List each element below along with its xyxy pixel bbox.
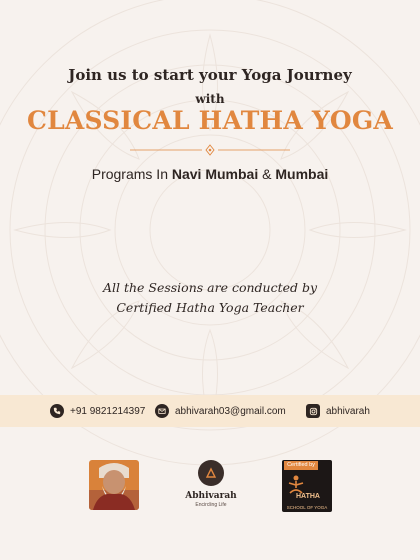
- instagram-icon: [306, 404, 320, 418]
- hatha-school-badge: [282, 460, 332, 512]
- headline-with: with: [195, 92, 225, 106]
- phone-number: +91 9821214397: [70, 405, 146, 417]
- mail-icon: [155, 404, 169, 418]
- programs-city-mumbai: Mumbai: [275, 166, 329, 182]
- ornamental-divider: [130, 143, 290, 157]
- contact-phone[interactable]: [50, 403, 145, 419]
- contact-email[interactable]: [155, 403, 286, 419]
- contact-instagram[interactable]: [306, 403, 370, 419]
- hatha-word: HATHA: [296, 493, 320, 500]
- programs-joiner: &: [258, 166, 276, 182]
- abhivarah-tagline: Encircling Life: [195, 502, 227, 508]
- sessions-note: [0, 278, 420, 318]
- phone-icon: [50, 404, 64, 418]
- programs-city-navi-mumbai: Navi Mumbai: [171, 166, 259, 182]
- contact-bar: [0, 395, 420, 427]
- programs-line: [0, 166, 420, 182]
- headline-intro: Join us to start your Yoga Journey: [68, 66, 352, 84]
- hatha-school-name: SCHOOL OF YOGA: [286, 505, 328, 510]
- programs-prefix: Programs In: [91, 166, 172, 182]
- hatha-certified-label: Certified by: [284, 461, 318, 470]
- teacher-portrait: [89, 460, 139, 510]
- abhivarah-name: Abhivarah: [185, 491, 237, 501]
- sessions-line-2: Certified Hatha Yoga Teacher: [116, 300, 304, 315]
- headline-main-title: CLASSICAL HATHA YOGA: [26, 106, 394, 135]
- abhivarah-logo: [172, 460, 250, 516]
- teacher-portrait-image: [89, 460, 139, 510]
- email-address: abhivarah03@gmail.com: [175, 405, 286, 417]
- sessions-line-1: All the Sessions are conducted by: [102, 280, 318, 295]
- abhivarah-emblem-icon: [198, 460, 224, 486]
- instagram-handle: abhivarah: [326, 405, 370, 417]
